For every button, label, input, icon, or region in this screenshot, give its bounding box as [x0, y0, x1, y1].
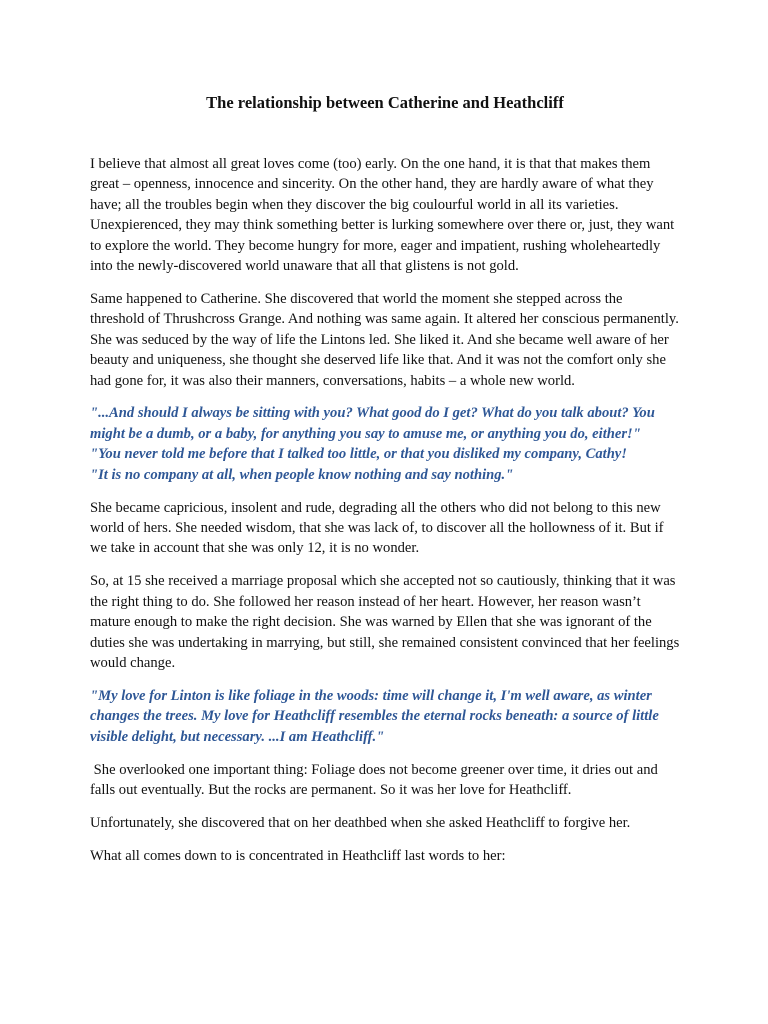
paragraph-deathbed: Unfortunately, she discovered that on her deathbed when she asked Heathcliff to forgive her.: [90, 814, 631, 831]
quote-line: "...And should I always be sitting with you? What good do I get? What do you talk about? You might be a dumb, or a baby, for anything you say to amuse me, or anything you do, either!": [90, 405, 655, 442]
paragraph-foliage: She overlooked one important thing: Foliage does not become greener over time, it dries out and falls out eventually. But the rocks are permanent. So it was her love for Heathcliff.: [90, 761, 662, 798]
quote-line: "It is no company at all, when people know nothing and say nothing.": [90, 466, 514, 483]
document-page: [90, 0, 680, 866]
quote-conversation: [90, 403, 680, 485]
paragraph-intro: I believe that almost all great loves come (too) early. On the one hand, it is that that makes them great – openness, innocence and sincerity. On the other hand, they are hardly aware of what they have; all the troubles begin when they discover the big coulourful world in all its varieties. Unexpierenced, they may think something better is lurking somewhere over there or, just, they want to explore the world. They become hungry for more, eager and impatient, rushing wholeheartedly into the newly-discovered world unaware that all that glistens is not gold.: [90, 156, 675, 275]
quote-foliage-rocks: "My love for Linton is like foliage in the woods: time will change it, I'm well aware, as winter changes the trees. My love for Heathcliff resembles the eternal rocks beneath: a source of little visible delight, but necessary. ...I am Heathcliff.": [90, 687, 659, 745]
paragraph-catherine-grange: Same happened to Catherine. She discovered that world the moment she stepped across the threshold of Thrushcross Grange. And nothing was same again. It altered her conscious permanently. She was seduced by the way of life the Lintons led. She liked it. And she became well aware of her beauty and uniqueness, she thought she deserved life like that. And it was not the comfort only she had gone for, it was also their manners, conversations, habits – a whole new world.: [90, 290, 679, 389]
paragraph-marriage-proposal: So, at 15 she received a marriage proposal which she accepted not so cautiously, thinking that it was the right thing to do. She followed her reason instead of her heart. However, her reason wasn’t mature enough to make the right decision. She was warned by Ellen that she was ignorant of the duties she was undertaking in marrying, but still, she remained consistent convinced that her feelings would change.: [90, 573, 680, 671]
quote-line: "You never told me before that I talked too little, or that you disliked my company, Cathy!: [90, 446, 627, 463]
document-title: The relationship between Catherine and Heathcliff: [206, 93, 564, 112]
paragraph-last-words: What all comes down to is concentrated in Heathcliff last words to her:: [90, 847, 506, 864]
paragraph-capricious: She became capricious, insolent and rude, degrading all the others who did not belong to this new world of hers. She needed wisdom, that she was lack of, to discover all the hollowness of it. But if we take in account that she was only 12, it is no wonder.: [90, 499, 664, 557]
